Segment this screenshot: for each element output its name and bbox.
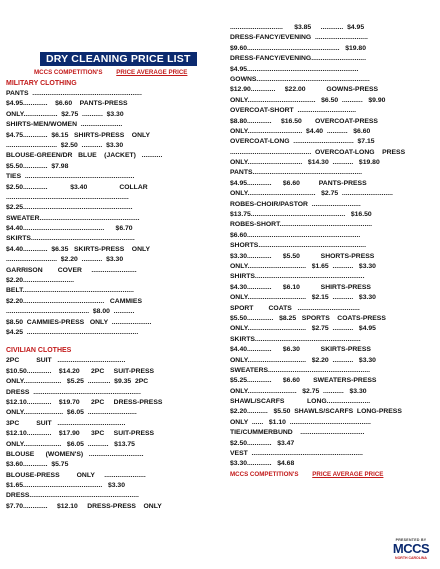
right-column	[230, 0, 434, 480]
price-line: ONLY ...... $1.10 ...........................................	[230, 418, 371, 426]
price-line: BELT...........................................................	[6, 287, 134, 295]
price-line: $5.50............. $7.98	[6, 162, 69, 170]
price-line: $8.50 CAMMIES-PRESS ONLY .....................	[6, 318, 152, 326]
price-line: PANTS ..........................................................	[6, 90, 142, 97]
price-line: PANTS..........................................................	[230, 169, 363, 177]
price-line: OVERCOAT-SHORT ...............................	[230, 107, 357, 115]
price-line: ............................ $3.85 ............ $4.95	[230, 24, 365, 31]
price-line: DRESS .........................................................	[6, 388, 141, 396]
civilian-price-list	[6, 356, 210, 512]
price-line: $1.65.......................................... $3.30	[6, 482, 125, 490]
price-line: ONLY............................. $14.30 ........... $19.80	[230, 159, 380, 167]
price-line: ROBES-CHOIR/PASTOR ..........................	[230, 200, 361, 208]
price-line: $2.50............. $3.40 COLLAR	[6, 183, 148, 191]
price-line: OVERCOAT-LONG ................................ $7.15	[230, 138, 375, 146]
price-line: ............................................ $8.00 ...........	[6, 308, 135, 316]
price-line: $8.80............. $16.50 OVERCOAT-PRESS	[230, 117, 378, 125]
price-line: GOWNS............................................................	[230, 75, 370, 83]
price-line: SHIRTS..........................................................	[230, 273, 365, 281]
title-wrap	[6, 52, 210, 68]
price-line: ONLY.................... $5.25 ............ $9.35 2PC	[6, 378, 149, 386]
civilian-heading: CIVILIAN CLOTHES	[6, 347, 72, 355]
price-line: ONLY............................... $2.20 ........... $3.30	[230, 356, 376, 364]
price-line: $4.40............. $6.30 SKIRTS-PRESS	[230, 346, 371, 354]
price-line: DRESS-FANCY/EVENING.............................	[230, 55, 366, 63]
price-line: $4.30............. $6.10 SHIRTS-PRESS	[230, 283, 371, 291]
price-line: GARRISON COVER ........................	[6, 266, 137, 274]
price-line: BLOUSE-PRESS ONLY ......................	[6, 471, 146, 479]
price-line: $2.20...........................	[6, 277, 74, 285]
competition-label: MCCS COMPETITION'S	[34, 69, 103, 76]
price-line: SHORTS.........................................................	[230, 242, 366, 250]
price-line: ONLY.................................... $6.50 ........... $9.90	[230, 96, 386, 104]
price-line: $3.60............. $5.75	[6, 461, 69, 469]
price-line: ONLY..................... $6.05 ..........................	[6, 409, 137, 417]
price-line: BLOUSE (WOMEN'S) .............................	[6, 450, 144, 458]
price-line: $3.30............. $5.50 SHORTS-PRESS	[230, 252, 375, 260]
price-line: $4.40........................................... $6.70	[6, 225, 133, 233]
price-line: ........................... $2.50 ........... $3.30	[6, 141, 124, 149]
price-line: $5.25............. $6.60 SWEATERS-PRESS	[230, 377, 377, 385]
logo-region: NORTH CAROLINA	[395, 556, 427, 560]
price-line: $4.75............. $6.15 SHIRTS-PRESS ONLY	[6, 131, 151, 139]
price-line: $12.90............. $22.00 GOWNS-PRESS	[230, 86, 379, 94]
price-line: $2.25..........................................................	[6, 204, 133, 212]
price-line: $4.40............. $6.35 SKIRTS-PRESS ONLY	[6, 245, 151, 253]
price-line: ONLY............................... $1.65 ........... $3.30	[230, 262, 376, 270]
price-line: TIE/CUMMERBUND ..................................	[230, 429, 365, 437]
price-line: SKIRTS........................................................	[230, 335, 361, 343]
price-line: DRESS..........................................................	[6, 492, 139, 500]
price-line: $4.25 ...........................................................	[6, 328, 139, 336]
price-line: $5.50.............. $8.25 SPORTS COATS-PRESS	[230, 314, 386, 322]
price-line: SHAWL/SCARFS LONG.......................	[230, 398, 371, 406]
price-line: 3PC SUIT ....................................	[6, 419, 126, 427]
price-line: ........................................... OVERCOAT-LONG PRESS	[230, 148, 406, 156]
price-average-label: PRICE AVERAGE PRICE	[116, 69, 188, 76]
footer-price-average-label: PRICE AVERAGE PRICE	[312, 470, 384, 478]
price-line: ........................... $2.20 ........... $3.30	[6, 256, 124, 264]
price-line: SHIRTS-MEN/WOMEN ......................	[6, 121, 123, 129]
price-line: $4.95...........................................................	[230, 65, 359, 73]
price-line: SKIRTS.......................................................	[6, 235, 135, 243]
logo-brand: MCCS	[392, 541, 430, 556]
price-line: $3.30............. $4.68	[230, 460, 295, 468]
price-line: ONLY............................. $4.40 ........... $6.60	[230, 127, 371, 135]
right-price-list	[230, 23, 434, 470]
price-line: $4.95............. $6.60 PANTS-PRESS	[6, 100, 128, 108]
price-line: TIES ..........................................................	[6, 173, 135, 181]
price-line: $7.70............. $12.10 DRESS-PRESS ONLY	[6, 502, 162, 510]
price-line: $2.20........................................... CAMMIES	[6, 297, 142, 305]
price-line: SWEATERS......................................................	[230, 366, 370, 374]
footer-headers	[230, 470, 434, 480]
price-line: 2PC SUIT ....................................	[6, 357, 126, 365]
logo-presented-by: PRESENTED BY	[395, 538, 427, 542]
price-line: ONLY............................... $2.15 ........... $3.30	[230, 294, 376, 302]
price-line: .................................................................	[6, 193, 129, 201]
price-line: ONLY............................... $2.75 ........... $4.95	[230, 325, 376, 333]
price-line: ONLY.................. $2.75 ........... $3.30	[6, 110, 124, 118]
column-headers	[34, 68, 210, 77]
price-line: $2.50............. $3.47	[230, 439, 295, 447]
price-line: $12.10............. $17.90 3PC SUIT-PRESS	[6, 430, 155, 438]
price-line: SWEATER.....................................................	[6, 214, 140, 222]
price-line: VEST ...........................................................	[230, 450, 363, 458]
price-line: $12.10............. $19.70 2PC DRESS-PRESS	[6, 398, 163, 406]
price-line: SPORT COATS .................................	[230, 304, 360, 312]
page-title: DRY CLEANING PRICE LIST	[40, 52, 197, 66]
price-line: ONLY.................... $6.05 ........... $13.75	[6, 440, 135, 448]
military-heading: MILITARY CLOTHING	[6, 80, 77, 87]
price-line: $10.50............. $14.20 2PC SUIT-PRESS	[6, 367, 155, 375]
price-line: ROBES-SHORT.................................................	[230, 221, 373, 229]
price-line: BLOUSE-GREEN/DR BLUE (JACKET) ...........	[6, 152, 163, 160]
price-line: ONLY.................................... $2.75 ...........................	[230, 190, 393, 198]
price-line: ONLY.......................... $2.75 ........... $3.30	[230, 387, 367, 395]
left-column	[6, 0, 210, 512]
price-line: $4.95............. $6.60 PANTS-PRESS	[230, 179, 367, 187]
price-line: $6.60............................................................	[230, 231, 361, 239]
military-price-list	[6, 89, 210, 338]
footer-competition-label: MCCS COMPETITION'S	[230, 470, 299, 478]
price-line: DRESS-FANCY/EVENING ............................	[230, 34, 368, 42]
mccs-logo	[384, 538, 438, 566]
price-line: $2.20........... $5.50 SHAWLS/SCARFS LONG-PRESS	[230, 408, 402, 416]
price-line: $13.75.................................................. $16.50	[230, 211, 372, 219]
price-line: $9.60................................................. $19.80	[230, 44, 366, 52]
